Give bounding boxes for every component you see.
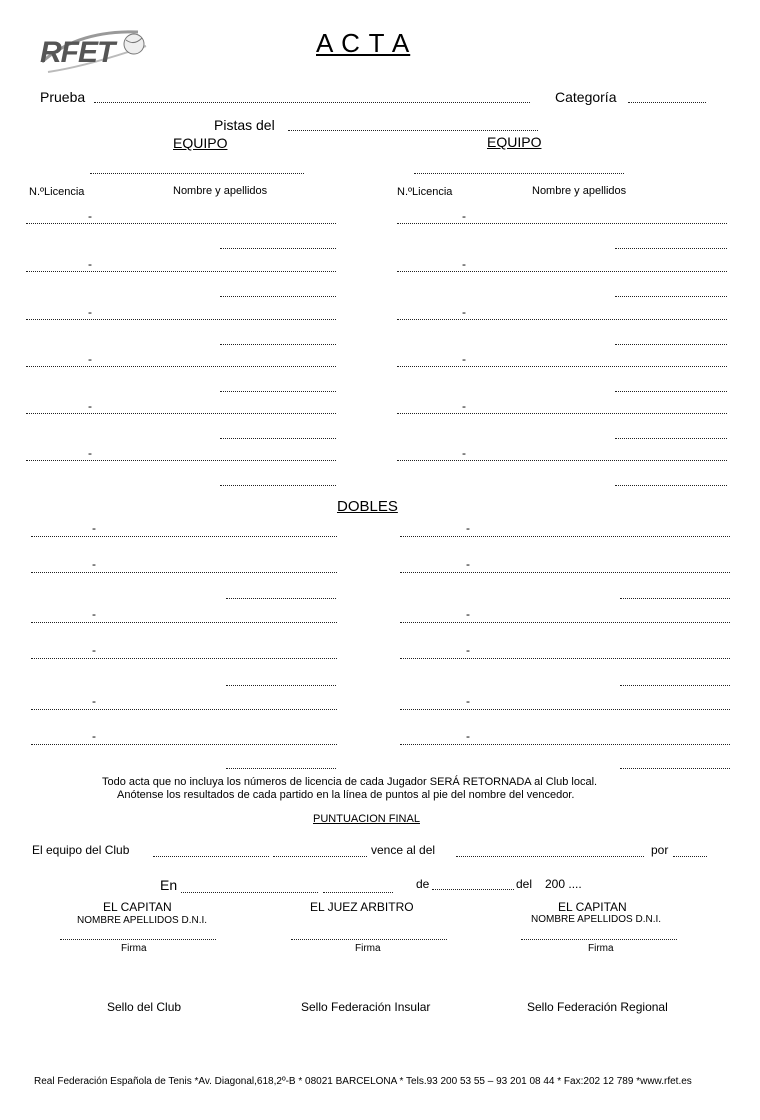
left-dobles-dash: - [92, 607, 96, 621]
left-dobles-name-sub[interactable] [226, 685, 336, 686]
team-left-name-field[interactable] [90, 173, 304, 174]
left-player-name-sub[interactable] [220, 344, 336, 345]
pistas-label: Pistas del [214, 117, 275, 133]
right-dobles-name-sub[interactable] [620, 685, 730, 686]
right-licencia-dash: - [462, 352, 466, 366]
right-player-name-sub[interactable] [615, 438, 727, 439]
left-licencia-dash: - [88, 257, 92, 271]
page-title: A C T A [316, 28, 411, 58]
right-nombre-label: Nombre y apellidos [532, 185, 627, 197]
rfet-logo [38, 26, 150, 78]
seal-club: Sello del Club [107, 1000, 182, 1014]
left-dobles-row[interactable] [31, 709, 337, 710]
pistas-field[interactable] [288, 130, 538, 131]
right-dobles-row[interactable] [400, 536, 730, 537]
por-label: por [651, 843, 669, 857]
left-dobles-row[interactable] [31, 744, 337, 745]
club-field-1[interactable] [153, 856, 269, 857]
right-player-name-sub[interactable] [615, 485, 727, 486]
right-dobles-row[interactable] [400, 709, 730, 710]
left-captain-title: EL CAPITAN [103, 900, 172, 914]
left-licencia-dash: - [88, 305, 92, 319]
club-label: El equipo del Club [32, 843, 130, 857]
left-dobles-name-sub[interactable] [226, 768, 336, 769]
right-player-row[interactable] [397, 460, 727, 461]
seal-insular: Sello Federación Insular [301, 1000, 431, 1014]
left-player-name-sub[interactable] [220, 296, 336, 297]
left-dobles-dash: - [92, 729, 96, 743]
club-field-2[interactable] [273, 856, 367, 857]
right-licencia-dash: - [462, 399, 466, 413]
footer-address: Real Federación Española de Tenis *Av. Diagonal,618,2º-B * 08021 BARCELONA * Tels.93 200 53 55 – 93 201 08 44 * Fax:202 12 789 *www.rfet.es [34, 1076, 692, 1087]
left-dobles-row[interactable] [31, 536, 337, 537]
left-dobles-dash: - [92, 557, 96, 571]
right-licencia-dash: - [462, 209, 466, 223]
right-player-name-sub[interactable] [615, 391, 727, 392]
right-dobles-dash: - [466, 557, 470, 571]
right-dobles-dash: - [466, 729, 470, 743]
left-player-name-sub[interactable] [220, 485, 336, 486]
left-player-row[interactable] [26, 413, 336, 414]
team-right-heading: EQUIPO [487, 134, 542, 150]
left-licencia-dash: - [88, 209, 92, 223]
right-dobles-dash: - [466, 643, 470, 657]
left-licencia-dash: - [88, 446, 92, 460]
note-line-2: Anótense los resultados de cada partido en la línea de puntos al pie del nombre del vencedor. [117, 789, 575, 801]
right-dobles-row[interactable] [400, 572, 730, 573]
note-line-1: Todo acta que no incluya los números de licencia de cada Jugador SERÁ RETORNADA al Club local. [102, 776, 598, 788]
left-player-row[interactable] [26, 319, 336, 320]
left-player-name-sub[interactable] [220, 248, 336, 249]
right-captain-sub: NOMBRE APELLIDOS D.N.I. [531, 914, 662, 925]
year-value: 200 .... [545, 877, 582, 891]
left-captain-sub: NOMBRE APELLIDOS D.N.I. [77, 915, 208, 926]
en-field-1[interactable] [181, 892, 318, 893]
left-licencia-label: N.ºLicencia [29, 186, 85, 198]
right-player-name-sub[interactable] [615, 248, 727, 249]
referee-sign-field[interactable] [291, 939, 447, 940]
left-dobles-row[interactable] [31, 622, 337, 623]
left-player-name-sub[interactable] [220, 438, 336, 439]
left-dobles-dash: - [92, 694, 96, 708]
prueba-label: Prueba [40, 89, 86, 105]
left-player-row[interactable] [26, 223, 336, 224]
left-dobles-dash: - [92, 521, 96, 535]
de-label: de [416, 877, 430, 891]
en-field-2[interactable] [323, 892, 393, 893]
right-player-name-sub[interactable] [615, 344, 727, 345]
categoria-label: Categoría [555, 89, 617, 105]
right-dobles-name-sub[interactable] [620, 598, 730, 599]
left-player-row[interactable] [26, 366, 336, 367]
right-captain-sign-field[interactable] [521, 939, 677, 940]
right-dobles-row[interactable] [400, 622, 730, 623]
right-licencia-dash: - [462, 305, 466, 319]
left-firma-label: Firma [121, 943, 147, 954]
right-player-row[interactable] [397, 223, 727, 224]
left-player-row[interactable] [26, 271, 336, 272]
team-left-heading: EQUIPO [173, 135, 228, 151]
referee-title: EL JUEZ ARBITRO [310, 900, 414, 914]
right-licencia-dash: - [462, 446, 466, 460]
right-dobles-name-sub[interactable] [620, 768, 730, 769]
right-dobles-dash: - [466, 521, 470, 535]
right-player-row[interactable] [397, 271, 727, 272]
categoria-field[interactable] [628, 102, 706, 103]
left-player-name-sub[interactable] [220, 391, 336, 392]
team-right-name-field[interactable] [414, 173, 624, 174]
left-nombre-label: Nombre y apellidos [173, 185, 268, 197]
left-captain-sign-field[interactable] [60, 939, 216, 940]
dobles-heading: DOBLES [337, 498, 398, 515]
right-firma-label: Firma [588, 943, 614, 954]
right-player-row[interactable] [397, 319, 727, 320]
left-player-row[interactable] [26, 460, 336, 461]
left-dobles-row[interactable] [31, 658, 337, 659]
vence-label: vence al del [371, 843, 436, 857]
left-dobles-row[interactable] [31, 572, 337, 573]
right-dobles-dash: - [466, 694, 470, 708]
logo-text: RFET [40, 36, 115, 69]
left-dobles-dash: - [92, 643, 96, 657]
vence-field[interactable] [456, 856, 644, 857]
left-dobles-name-sub[interactable] [226, 598, 336, 599]
right-dobles-dash: - [466, 607, 470, 621]
right-licencia-dash: - [462, 257, 466, 271]
en-label: En [160, 877, 178, 893]
left-licencia-dash: - [88, 399, 92, 413]
right-player-row[interactable] [397, 366, 727, 367]
prueba-field[interactable] [94, 102, 530, 103]
right-player-row[interactable] [397, 413, 727, 414]
right-dobles-row[interactable] [400, 658, 730, 659]
center-firma-label: Firma [355, 943, 381, 954]
right-player-name-sub[interactable] [615, 296, 727, 297]
left-licencia-dash: - [88, 352, 92, 366]
seal-regional: Sello Federación Regional [527, 1000, 668, 1014]
right-licencia-label: N.ºLicencia [397, 186, 453, 198]
de-field[interactable] [432, 889, 514, 890]
right-captain-title: EL CAPITAN [558, 900, 627, 914]
right-dobles-row[interactable] [400, 744, 730, 745]
por-field[interactable] [673, 856, 707, 857]
del-label: del [516, 877, 533, 891]
final-heading: PUNTUACION FINAL [313, 813, 420, 825]
